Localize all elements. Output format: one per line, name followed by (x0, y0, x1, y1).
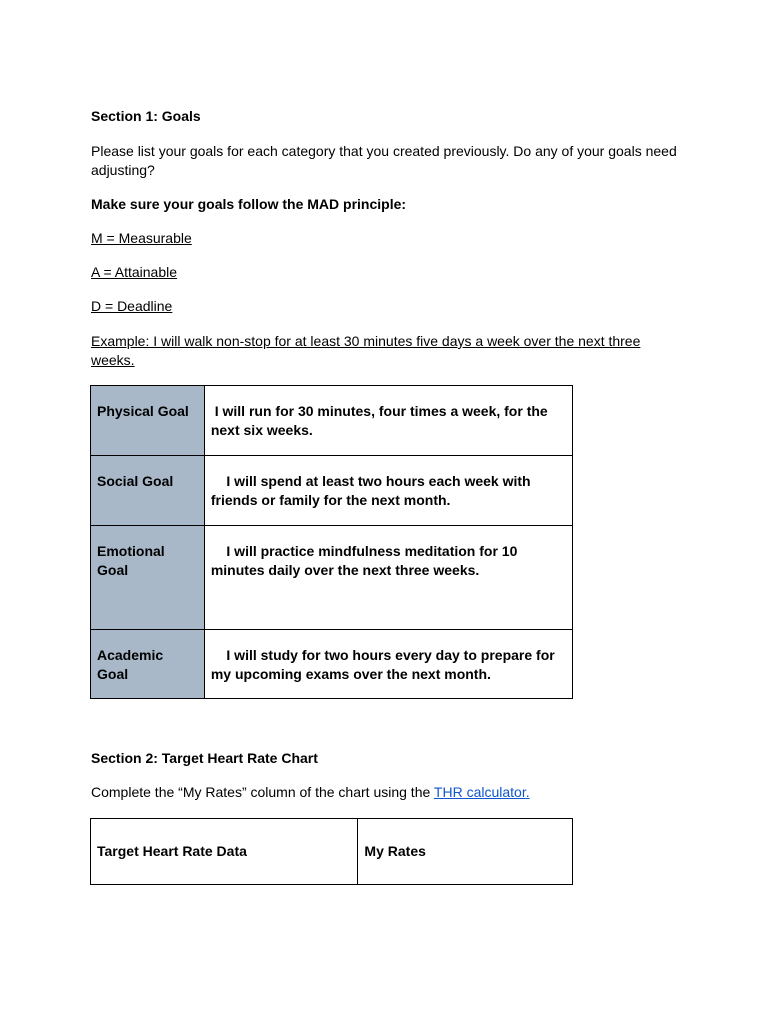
section-1-title: Section 1: Goals (91, 108, 201, 124)
mad-measurable (91, 229, 681, 248)
goal-text: I will practice mindfulness meditation for 10 minutes daily over the next three weeks. (210, 543, 522, 578)
mad-attainable (91, 263, 681, 282)
goal-label-cell (91, 456, 205, 526)
mad-deadline (91, 297, 681, 316)
goal-example (91, 332, 651, 370)
goal-text-cell[interactable] (204, 630, 572, 699)
section-2-instruction (91, 783, 681, 802)
table-row (91, 386, 573, 456)
goal-example-text: Example: I will walk non-stop for at least 30 minutes five days a week over the next three weeks. (91, 333, 641, 368)
goal-text-cell[interactable] (204, 526, 572, 630)
goal-label-cell (91, 386, 205, 456)
goal-text: I will study for two hours every day to prepare for my upcoming exams over the next month. (210, 647, 559, 682)
goal-text: I will run for 30 minutes, four times a week, for the next six weeks. (210, 403, 552, 438)
goal-label-cell (91, 526, 205, 630)
goal-label-cell (91, 630, 205, 699)
thr-calculator-link[interactable]: THR calculator (433, 784, 526, 800)
mad-deadline-text: D = Deadline (91, 298, 173, 314)
goal-label: Academic Goal (97, 647, 164, 682)
instruction-text: Complete the “My Rates” column of the chart using the (91, 784, 434, 800)
goal-label: Emotional Goal (97, 543, 165, 578)
goal-text-cell[interactable] (204, 456, 572, 526)
thr-col2-label: My Rates (364, 843, 426, 859)
table-row (91, 456, 573, 526)
mad-principle-heading: Make sure your goals follow the MAD principle: (91, 196, 407, 212)
goal-label: Social Goal (97, 473, 174, 489)
section-2-title: Section 2: Target Heart Rate Chart (91, 750, 318, 766)
instruction-period: . (525, 784, 530, 800)
mad-measurable-text: M = Measurable (91, 230, 192, 246)
goal-text: I will spend at least two hours each week with friends or family for the next month. (210, 473, 535, 508)
thr-header-data (91, 819, 358, 885)
goal-label: Physical Goal (97, 403, 189, 419)
table-row (91, 526, 573, 630)
table-row (91, 819, 573, 885)
thr-header-my-rates[interactable] (358, 819, 573, 885)
target-heart-rate-table (90, 818, 573, 885)
section-1-intro: Please list your goals for each category that you created previously. Do any of your goals need adjusting? (91, 143, 677, 178)
goals-table (90, 385, 573, 699)
thr-col1-label: Target Heart Rate Data (97, 843, 247, 859)
table-row (91, 630, 573, 699)
mad-attainable-text: A = Attainable (91, 264, 178, 280)
goal-text-cell[interactable] (204, 386, 572, 456)
